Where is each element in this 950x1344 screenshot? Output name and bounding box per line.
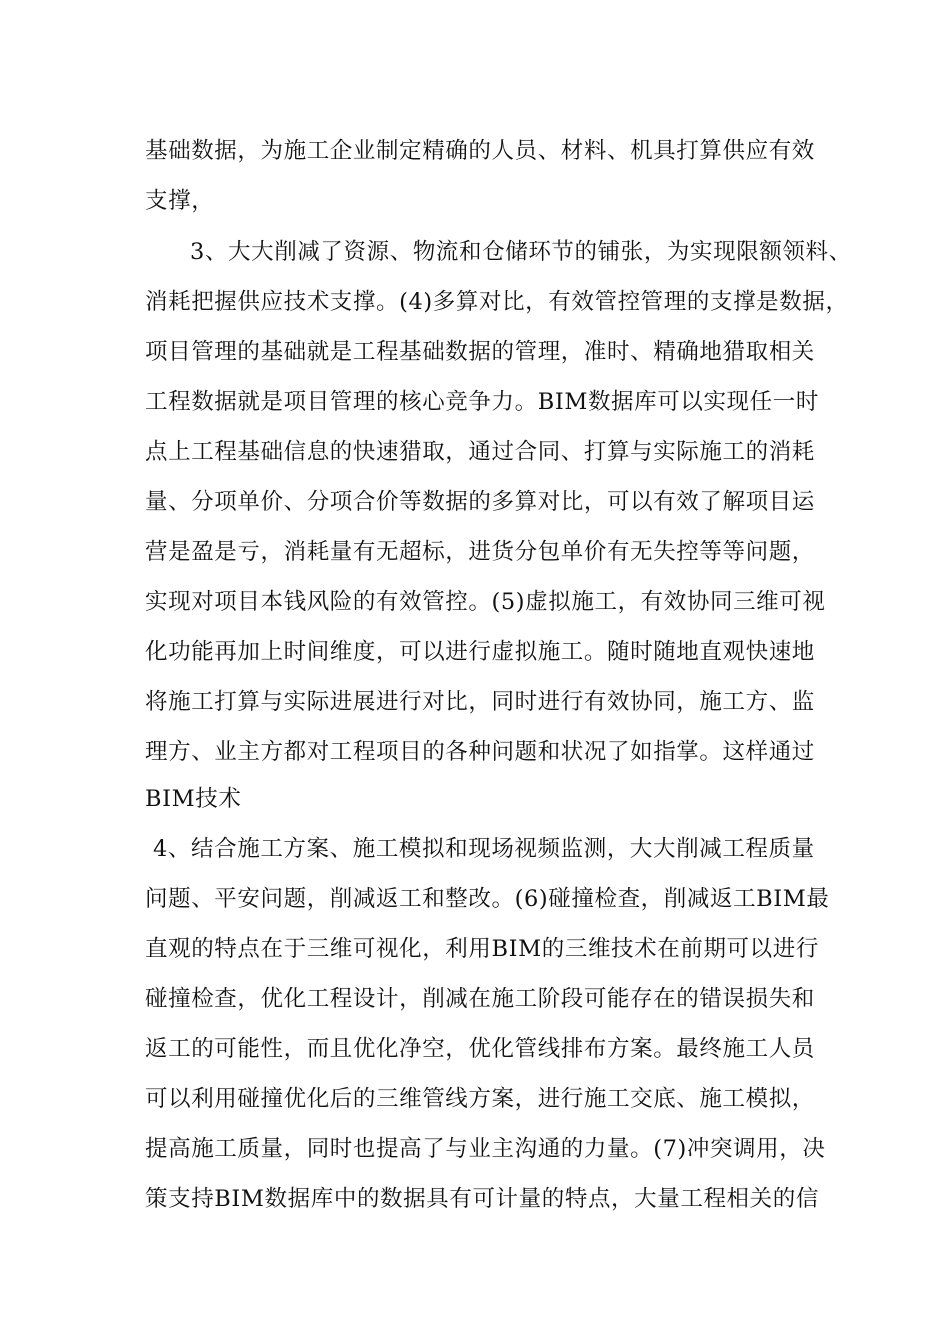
text-line: 3、大大削减了资源、物流和仓储环节的铺张，为实现限额领料、: [190, 239, 852, 265]
text-line: 返工的可能性，而且优化净空，优化管线排布方案。最终施工人员: [145, 1036, 815, 1062]
text-line: 基础数据，为施工企业制定精确的人员、材料、机具打算供应有效: [145, 138, 815, 164]
text-line: 4、结合施工方案、施工模拟和现场视频监测，大大削减工程质量: [153, 836, 815, 862]
text-line: 量、分项单价、分项合价等数据的多算对比，可以有效了解项目运: [145, 489, 815, 515]
text-line: 支撑，: [145, 188, 215, 214]
text-line: 实现对项目本钱风险的有效管控。(5)虚拟施工，有效协同三维可视: [145, 589, 826, 615]
text-line: BIM技术: [145, 786, 242, 812]
text-line: 项目管理的基础就是工程基础数据的管理，准时、精确地猎取相关: [145, 339, 815, 365]
text-line: 直观的特点在于三维可视化，利用BIM的三维技术在前期可以进行: [145, 936, 819, 962]
text-line: 化功能再加上时间维度，可以进行虚拟施工。随时随地直观快速地: [145, 639, 815, 665]
text-line: 将施工打算与实际进展进行对比，同时进行有效协同，施工方、监: [145, 689, 815, 715]
text-line: 可以利用碰撞优化后的三维管线方案，进行施工交底、施工模拟，: [145, 1086, 815, 1112]
text-line: 问题、平安问题，削减返工和整改。(6)碰撞检查，削减返工BIM最: [145, 886, 830, 912]
text-line: 碰撞检查，优化工程设计，削减在施工阶段可能存在的错误损失和: [145, 986, 815, 1012]
text-line: 提高施工质量，同时也提高了与业主沟通的力量。(7)冲突调用，决: [145, 1136, 826, 1162]
text-line: 工程数据就是项目管理的核心竞争力。BIM数据库可以实现任一时: [145, 389, 819, 415]
text-line: 点上工程基础信息的快速猎取，通过合同、打算与实际施工的消耗: [145, 439, 815, 465]
text-line: 营是盈是亏，消耗量有无超标，进货分包单价有无失控等等问题，: [145, 539, 815, 565]
text-line: 消耗把握供应技术支撑。(4)多算对比，有效管控管理的支撑是数据，: [145, 289, 849, 315]
text-line: 理方、业主方都对工程项目的各种问题和状况了如指掌。这样通过: [145, 739, 815, 765]
text-line: 策支持BIM数据库中的数据具有可计量的特点，大量工程相关的信: [145, 1186, 819, 1212]
